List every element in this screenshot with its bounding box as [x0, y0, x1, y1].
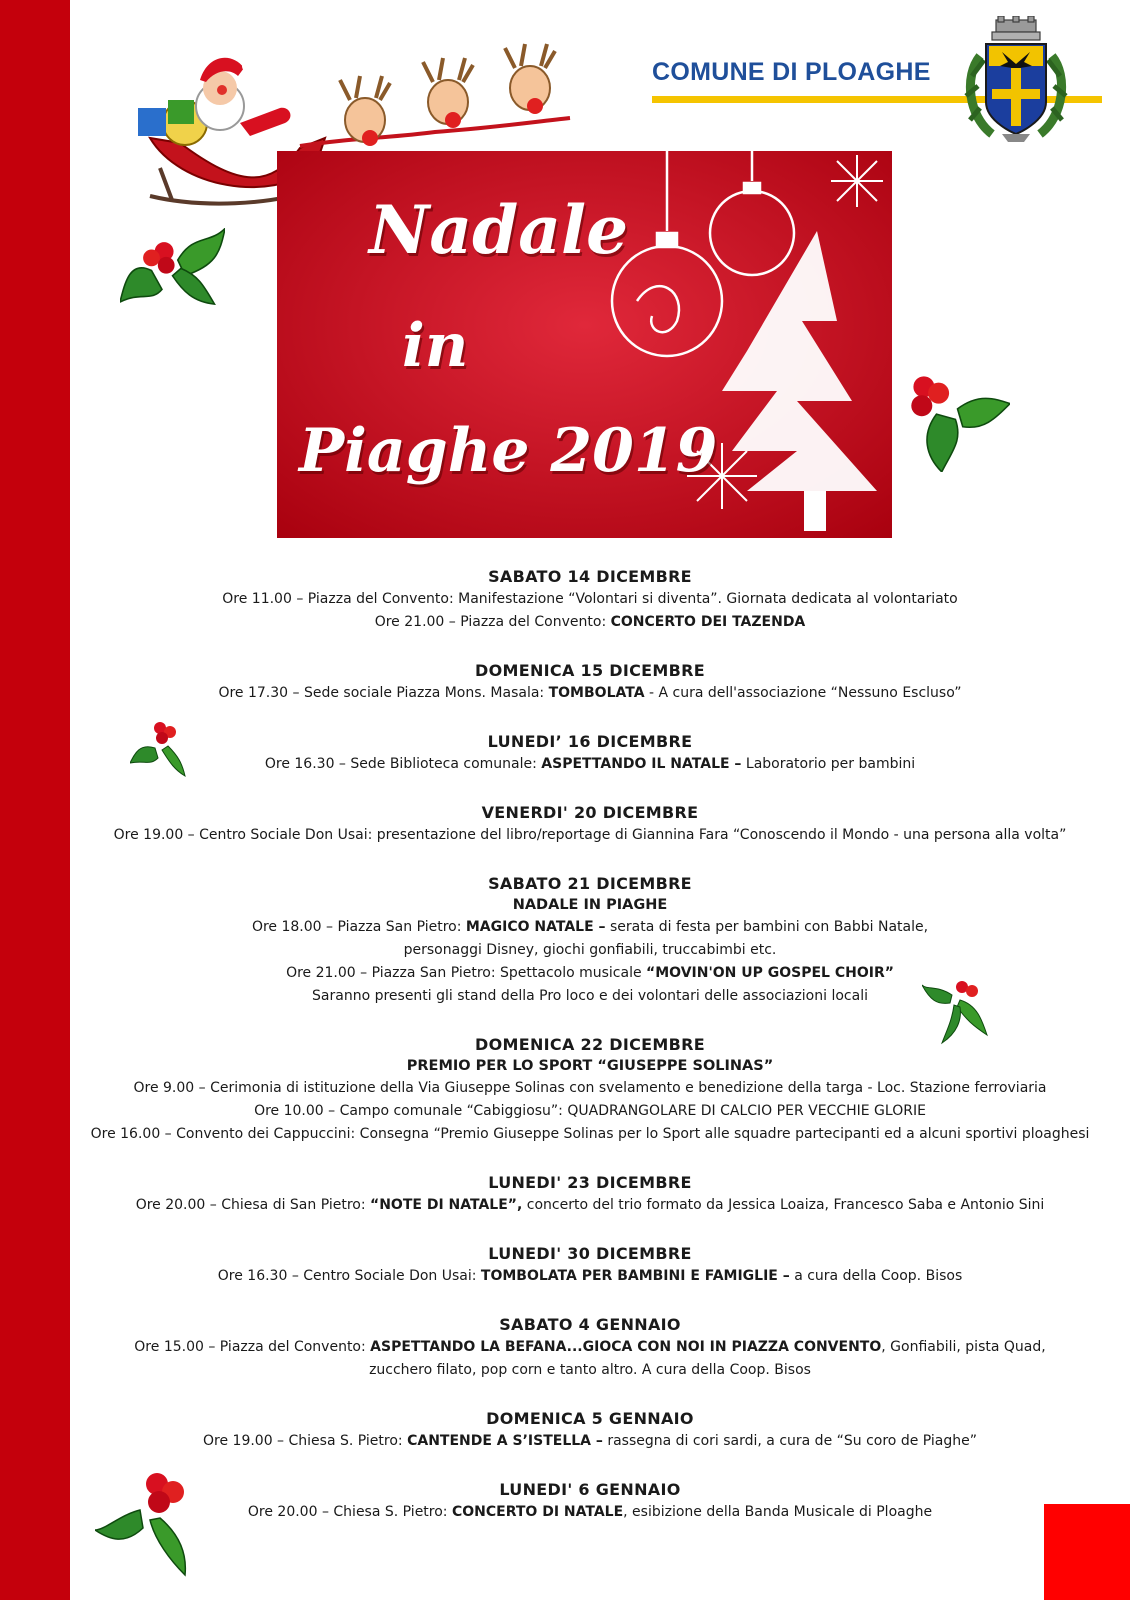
event-text: - A cura dell'associazione “Nessuno Escluso”	[644, 685, 962, 701]
event-line	[70, 682, 1110, 705]
event-highlight: CANTENDE A S’ISTELLA –	[407, 1433, 603, 1449]
event-text: Ore 21.00 – Piazza del Convento:	[374, 614, 611, 630]
event-block	[70, 1172, 1110, 1217]
event-block	[70, 566, 1110, 634]
event-text: , Gonfiabili, pista Quad,	[881, 1339, 1046, 1355]
holly-icon	[120, 228, 225, 313]
event-date: LUNEDI' 23 DICEMBRE	[488, 1173, 692, 1192]
event-highlight: TOMBOLATA PER BAMBINI E FAMIGLIE –	[480, 1268, 790, 1284]
event-date: DOMENICA 22 DICEMBRE	[475, 1035, 705, 1054]
event-text: Ore 17.30 – Sede sociale Piazza Mons. Masala:	[218, 685, 549, 701]
event-text: Ore 18.00 – Piazza San Pietro:	[251, 919, 466, 935]
event-highlight: ASPETTANDO LA BEFANA...GIOCA CON NOI IN PIAZZA CONVENTO	[370, 1339, 882, 1355]
event-block	[70, 1479, 1110, 1524]
event-block	[70, 873, 1110, 1008]
event-line	[70, 939, 1110, 962]
event-line	[70, 824, 1110, 847]
event-program	[70, 566, 1110, 1550]
event-highlight: “MOVIN'ON UP GOSPEL CHOIR”	[646, 965, 894, 981]
event-date: DOMENICA 15 DICEMBRE	[475, 661, 705, 680]
event-date: LUNEDI' 30 DICEMBRE	[488, 1244, 692, 1263]
event-line	[70, 962, 1110, 985]
event-text: personaggi Disney, giochi gonfiabili, truccabimbi etc.	[403, 942, 777, 958]
event-text: Ore 15.00 – Piazza del Convento:	[134, 1339, 371, 1355]
event-text: Ore 16.00 – Convento dei Cappuccini: Consegna “Premio Giuseppe Solinas per lo Sport alle squadre partecipanti ed a alcuni sportivi ploaghesi	[90, 1126, 1090, 1142]
banner-title-line1: Nadale	[369, 191, 629, 269]
event-date: VENERDI' 20 DICEMBRE	[481, 803, 699, 822]
event-text: Ore 19.00 – Centro Sociale Don Usai: presentazione del libro/reportage di Giannina Fara “Conoscendo il Mondo - una persona alla volta”	[113, 827, 1067, 843]
event-subtitle: NADALE IN PIAGHE	[512, 897, 668, 913]
event-text: Ore 19.00 – Chiesa S. Pietro:	[203, 1433, 408, 1449]
event-line	[70, 611, 1110, 634]
event-highlight: MAGICO NATALE –	[465, 919, 606, 935]
event-date: SABATO 4 GENNAIO	[499, 1315, 681, 1334]
event-date: LUNEDI’ 16 DICEMBRE	[487, 732, 693, 751]
event-text: Laboratorio per bambini	[741, 756, 916, 772]
municipality-title: COMUNE DI PLOAGHE	[652, 58, 931, 86]
holly-icon	[905, 372, 1010, 472]
banner-title-line3: Piaghe 2019	[299, 416, 718, 486]
event-highlight: ASPETTANDO IL NATALE –	[541, 756, 742, 772]
event-line	[70, 985, 1110, 1008]
event-subtitle: PREMIO PER LO SPORT “GIUSEPPE SOLINAS”	[406, 1058, 774, 1074]
event-block	[70, 1314, 1110, 1382]
event-text: concerto del trio formato da Jessica Loaiza, Francesco Saba e Antonio Sini	[522, 1197, 1045, 1213]
event-text: Ore 20.00 – Chiesa S. Pietro:	[247, 1504, 452, 1520]
banner-title-line2: in	[402, 311, 469, 381]
event-text: rassegna di cori sardi, a cura de “Su coro de Piaghe”	[602, 1433, 977, 1449]
event-block	[70, 802, 1110, 847]
event-block	[70, 1408, 1110, 1453]
event-line	[70, 1123, 1110, 1146]
event-highlight: CONCERTO DI NATALE	[451, 1504, 624, 1520]
event-highlight: “NOTE DI NATALE”,	[370, 1197, 523, 1213]
municipal-crest-icon	[962, 16, 1070, 150]
event-line	[70, 1336, 1110, 1359]
event-text: Ore 9.00 – Cerimonia di istituzione della Via Giuseppe Solinas con svelamento e benedizione della targa - Loc. Stazione ferroviaria	[133, 1080, 1047, 1096]
event-block	[70, 660, 1110, 705]
event-line	[70, 753, 1110, 776]
event-block	[70, 1034, 1110, 1146]
event-line	[70, 588, 1110, 611]
event-line	[70, 1194, 1110, 1217]
event-text: Ore 16.30 – Sede Biblioteca comunale:	[264, 756, 542, 772]
event-text: Ore 10.00 – Campo comunale “Cabiggiosu”: QUADRANGOLARE DI CALCIO PER VECCHIE GLORIE	[254, 1103, 926, 1119]
event-highlight: CONCERTO DEI TAZENDA	[610, 614, 806, 630]
event-line	[70, 1359, 1110, 1382]
event-text: Saranno presenti gli stand della Pro loco e dei volontari delle associazioni locali	[312, 988, 868, 1004]
event-block	[70, 731, 1110, 776]
event-text: a cura della Coop. Bisos	[789, 1268, 963, 1284]
event-block	[70, 1243, 1110, 1288]
event-text: zucchero filato, pop corn e tanto altro. A cura della Coop. Bisos	[369, 1362, 811, 1378]
event-line	[70, 1430, 1110, 1453]
event-text: Ore 11.00 – Piazza del Convento: Manifestazione “Volontari si diventa”. Giornata dedicata al volontariato	[222, 591, 958, 607]
event-date: SABATO 14 DICEMBRE	[488, 567, 692, 586]
event-text: , esibizione della Banda Musicale di Ploaghe	[623, 1504, 933, 1520]
event-line	[70, 1077, 1110, 1100]
event-text: Ore 21.00 – Piazza San Pietro: Spettacolo musicale	[286, 965, 647, 981]
event-text: Ore 16.30 – Centro Sociale Don Usai:	[217, 1268, 481, 1284]
event-line	[70, 1100, 1110, 1123]
event-date: LUNEDI' 6 GENNAIO	[499, 1480, 681, 1499]
event-date: SABATO 21 DICEMBRE	[488, 874, 692, 893]
event-date: DOMENICA 5 GENNAIO	[486, 1409, 694, 1428]
event-title-banner	[277, 151, 892, 538]
event-line	[70, 916, 1110, 939]
event-line	[70, 1501, 1110, 1524]
event-text: Ore 20.00 – Chiesa di San Pietro:	[135, 1197, 371, 1213]
event-line	[70, 1265, 1110, 1288]
event-text: serata di festa per bambini con Babbi Natale,	[605, 919, 929, 935]
left-red-bar	[0, 0, 70, 1600]
event-highlight: TOMBOLATA	[548, 685, 645, 701]
